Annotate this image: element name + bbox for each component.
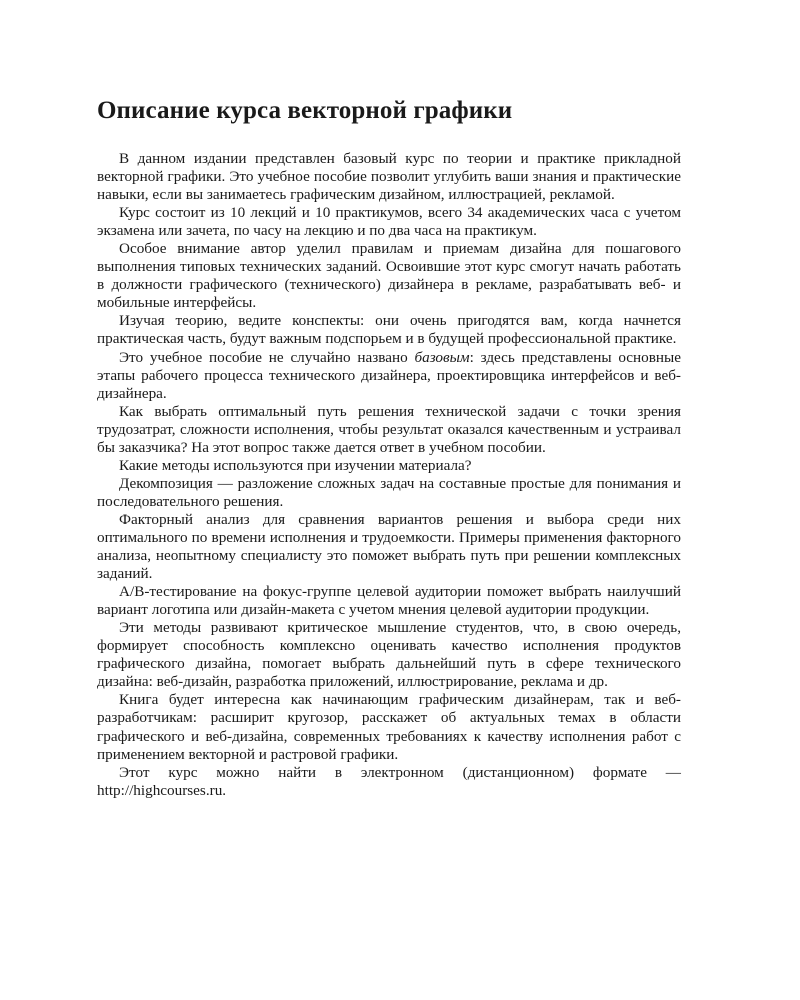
paragraph-intro: В данном издании представлен базовый курс по теории и практике прикладной векторной графики. Это учебное пособие позволит углубить ваши знания и практические навыки, если вы занимаетесь графическим дизайном, иллюстрацией, рекламой. <box>97 150 681 204</box>
page-title: Описание курса векторной графики <box>97 97 513 124</box>
paragraph-methods-question: Какие методы используются при изучении материала? <box>119 456 472 474</box>
paragraph-optimal-path: Как выбрать оптимальный путь решения технической задачи с точки зрения трудозатрат, сложности исполнения, чтобы результат оказался качественным и устраивал бы заказчика? На этот вопрос также дается ответ в учебном пособии. <box>97 402 681 456</box>
paragraph-basic-before: Это учебное пособие не случайно названо <box>119 348 415 366</box>
paragraph-author-focus: Особое внимание автор уделил правилам и приемам дизайна для пошагового выполнения типовых технических заданий. Освоившие этот курс смогут начать работать в должности графического (технического) дизайнера в рекламе, разрабатывать веб- и мобильные интерфейсы. <box>97 240 681 312</box>
paragraph-ab-testing: А/В-тестирование на фокус-группе целевой аудитории поможет выбрать наилучший вариант логотипа или дизайн-макета с учетом мнения целевой аудитории продукции. <box>97 583 681 619</box>
emphasis-basic: базовым <box>414 348 470 366</box>
paragraph-factor-analysis: Факторный анализ для сравнения вариантов решения и выбора среди них оптимального по времени исполнения и трудоемкости. Примеры применения факторного анализа, неопытному специалисту это поможет выбрать путь при решении комплексных заданий. <box>97 510 681 583</box>
paragraph-basic-title <box>97 349 681 403</box>
document-page <box>97 96 681 800</box>
paragraph-basic-after: : здесь представлены основные этапы рабочего процесса технического дизайнера, проектировщика интерфейсов и веб-дизайнера. <box>97 348 682 402</box>
paragraph-course-structure: Курс состоит из 10 лекций и 10 практикумов, всего 34 академических часа с учетом экзамена или зачета, по часу на лекцию и по два часа на практикум. <box>97 204 681 240</box>
paragraph-critical-thinking: Эти методы развивают критическое мышление студентов, что, в свою очередь, формирует способность комплексно оценивать качество исполнения продуктов графического дизайна, помогает выбрать дальнейший путь в сфере технического дизайна: веб-дизайн, разработка приложений, иллюстрирование, реклама и др. <box>97 619 681 691</box>
paragraph-audience: Книга будет интересна как начинающим графическим дизайнерам, так и веб-разработчикам: расширит кругозор, расскажет об актуальных темах в области графического и веб-дизайна, современных требованиях к качеству исполнения работ с применением векторной и растровой графики. <box>97 691 681 763</box>
paragraph-decomposition: Декомпозиция — разложение сложных задач на составные простые для понимания и последовательного решения. <box>97 474 681 510</box>
paragraph-online-course: Этот курс можно найти в электронном (дистанционном) формате — http://highcourses.ru. <box>97 763 681 799</box>
paragraph-notes-advice: Изучая теорию, ведите конспекты: они очень пригодятся вам, когда начнется практическая часть, будут важным подспорьем и в будущей профессиональной практике. <box>97 312 681 348</box>
body-text <box>97 150 681 800</box>
